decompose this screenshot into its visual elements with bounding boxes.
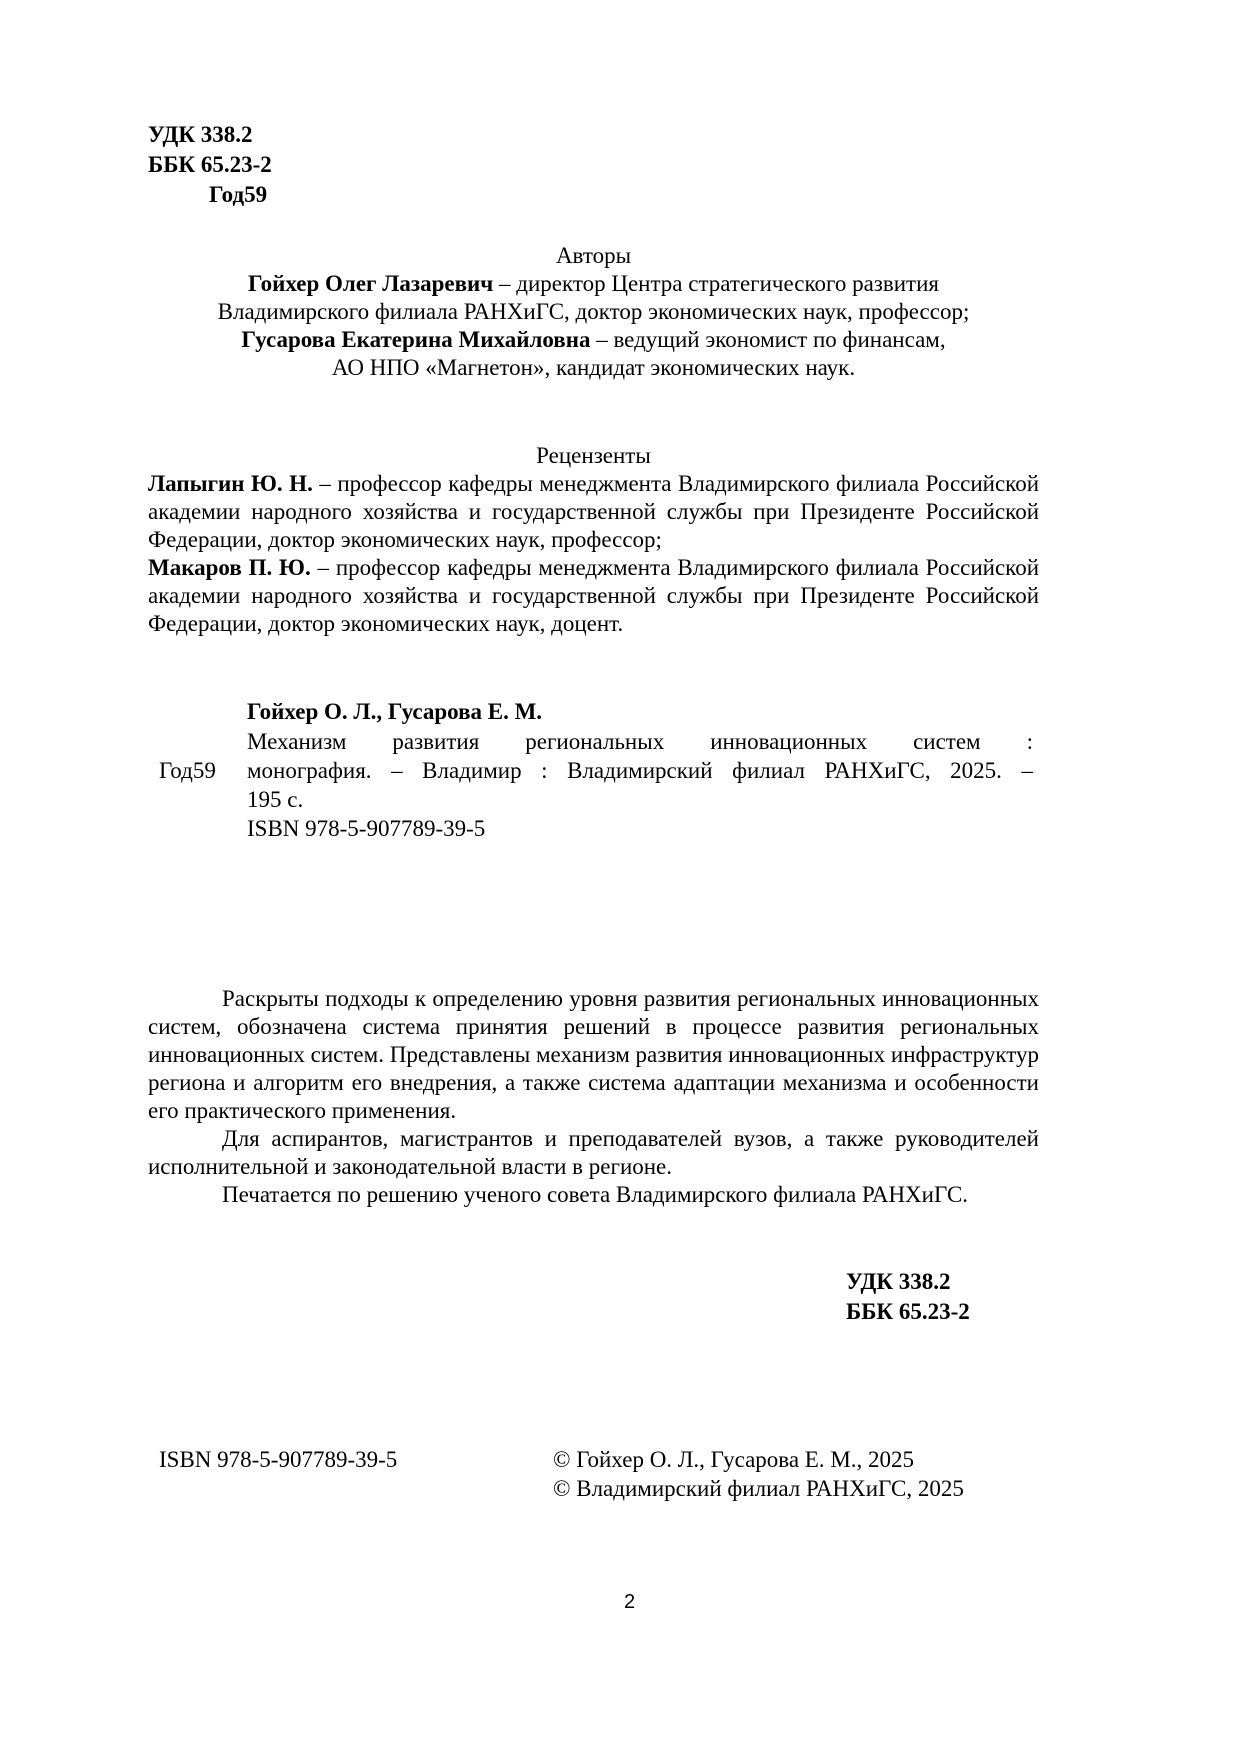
copyright-isbn: ISBN 978-5-907789-39-5	[159, 1447, 398, 1472]
udk-header: УДК 338.2	[148, 122, 253, 147]
bbk-footer: ББК 65.23-2	[846, 1299, 970, 1324]
author-1-line-2: Владимирского филиала РАНХиГС, доктор экономических наук, профессор;	[217, 299, 970, 324]
citation-code: Год59	[159, 758, 216, 783]
reviewers-heading: Рецензенты	[536, 443, 651, 468]
reviewer-2-text: – профессор кафедры менеджмента Владимирского филиала Российской академии народного хозяйства и государственной службы при Президенте Российской Федерации, доктор экономических наук, доцент.	[148, 555, 1039, 636]
citation-title-line-1: Механизм развития региональных инновационных систем :	[247, 729, 1033, 754]
citation-pages: 195 с.	[247, 787, 304, 812]
reviewer-2	[148, 554, 1039, 638]
author-1-name: Гойхер Олег Лазаревич	[247, 271, 494, 296]
author-2-position: – ведущий экономист по финансам,	[590, 327, 946, 352]
annotation-paragraph-2: Для аспирантов, магистрантов и преподавателей вузов, а также руководителей исполнительной и законодательной власти в регионе.	[148, 1126, 1039, 1179]
citation-authors: Гойхер О. Л., Гусарова Е. М.	[247, 699, 543, 724]
reviewer-1-text: – профессор кафедры менеджмента Владимирского филиала Российской академии народного хозяйства и государственной службы при Президенте Российской Федерации, доктор экономических наук, профессор;	[148, 471, 1039, 552]
author-1-position: – директор Центра стратегического развития	[493, 271, 939, 296]
author-2-line-1	[148, 326, 1039, 354]
author-code-header: Год59	[209, 182, 268, 207]
citation-title-line-2: монография. – Владимир : Владимирский филиал РАНХиГС, 2025. –	[247, 758, 1033, 783]
citation-isbn: ISBN 978-5-907789-39-5	[247, 816, 486, 841]
udk-footer: УДК 338.2	[846, 1269, 951, 1294]
author-2-line-2: АО НПО «Магнетон», кандидат экономических наук.	[331, 355, 856, 380]
author-1-line-1	[148, 270, 1039, 298]
reviewer-2-name: Макаров П. Ю.	[148, 555, 311, 580]
copyright-authors: © Гойхер О. Л., Гусарова Е. М., 2025	[553, 1447, 915, 1472]
annotation-paragraph-3: Печатается по решению ученого совета Владимирского филиала РАНХиГС.	[222, 1182, 969, 1207]
annotation-paragraph-1: Раскрыты подходы к определению уровня развития региональных инновационных систем, обозначена система принятия решений в процессе развития региональных инновационных систем. Представлены механизм развития инновационных инфраструктур региона и алгоритм его внедрения, а также система адаптации механизма и особенности его практического применения.	[148, 986, 1039, 1123]
reviewer-1	[148, 470, 1039, 554]
authors-heading: Авторы	[555, 243, 632, 268]
bbk-header: ББК 65.23-2	[148, 152, 272, 177]
page-number: 2	[623, 1591, 636, 1613]
copyright-publisher: © Владимирский филиал РАНХиГС, 2025	[553, 1476, 964, 1501]
reviewer-1-name: Лапыгин Ю. Н.	[148, 471, 313, 496]
author-2-name: Гусарова Екатерина Михайловна	[241, 327, 591, 352]
